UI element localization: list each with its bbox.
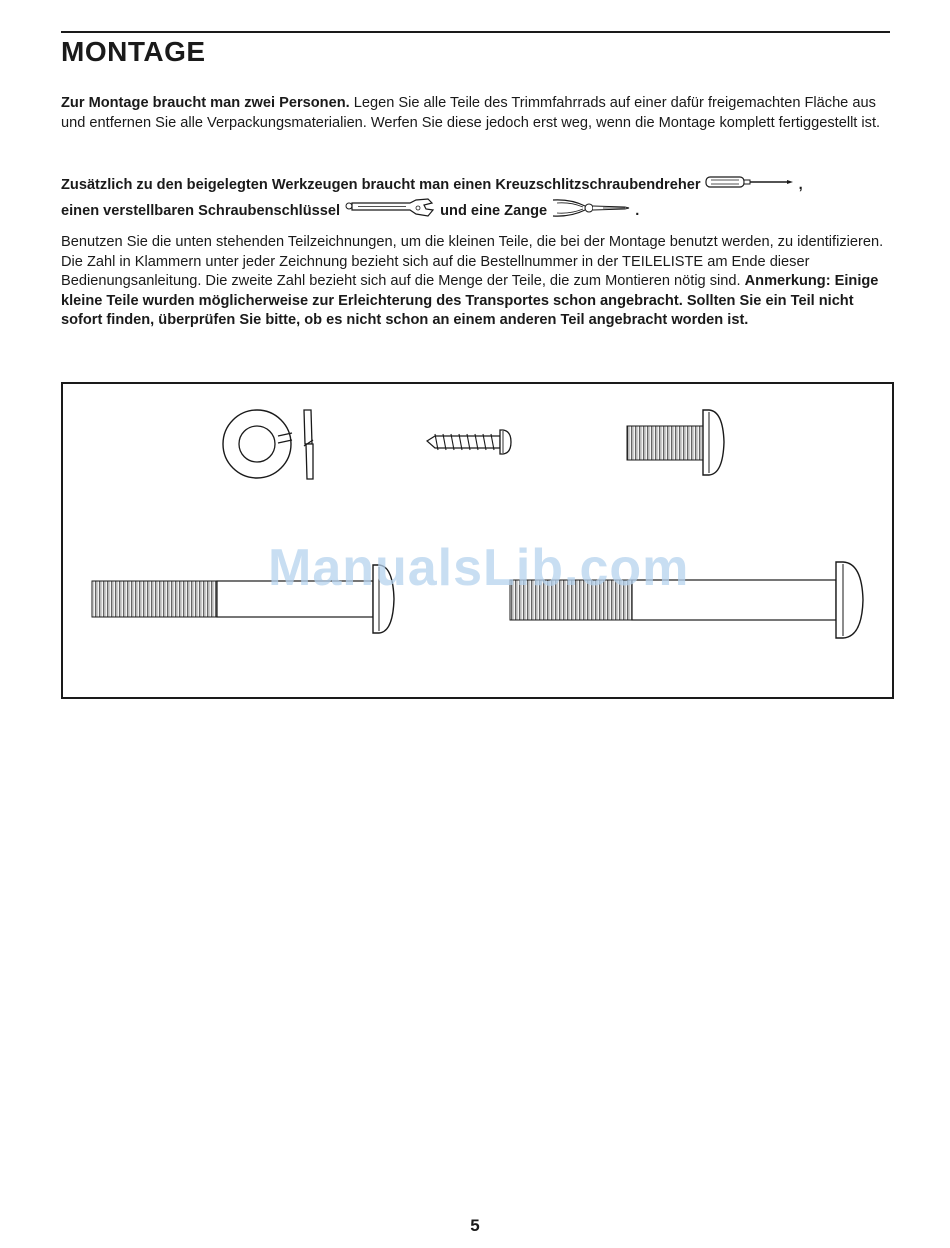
adjustable-wrench-icon — [344, 197, 436, 226]
tools-end: . — [631, 202, 640, 219]
tools-sep-1: , — [794, 177, 803, 194]
intro-paragraph — [61, 94, 886, 133]
parts-bold-note: Anmerkung: Einige kleine Teile wurden möglicherweise zur Erleichterung des Transportes schon angebracht. Sollten Sie ein Teil nicht sofort finden, überprüfen Sie bitte, ob es nicht schon an einem anderen Teil angebracht worden ist. — [61, 273, 879, 329]
screw-icon — [427, 430, 511, 454]
top-rule — [61, 31, 890, 33]
screwdriver-icon — [705, 174, 795, 197]
watermark: ManualsLib.com — [268, 539, 690, 597]
intro-text: Legen Sie alle Teile des Trimmfahrrads auf einer dafür freigemachten Fläche aus und entfernen Sie alle Verpackungsmaterialien. Werfen Sie diese jedoch erst weg, wenn die Montage komplett fertiggestellt ist. — [61, 95, 881, 131]
page-title: MONTAGE — [61, 36, 206, 67]
tools-paragraph — [61, 174, 886, 225]
tools-text-3: und eine Zange — [436, 202, 552, 219]
split-lock-washer-icon — [223, 410, 313, 479]
pliers-icon — [551, 197, 631, 226]
intro-bold-lead: Zur Montage braucht man zwei Personen. — [61, 95, 350, 111]
short-bolt-icon — [627, 410, 724, 475]
parts-text: Benutzen Sie die unten stehenden Teilzeichnungen, um die kleinen Teile, die bei der Montage benutzt werden, zu identifizieren. Die Zahl in Klammern unter jeder Zeichnung bezieht sich auf die Bestellnummer in der TEILELISTE am Ende dieser Bedienungsanleitung. Die zweite Zahl bezieht sich auf die Menge der Teile, die zum Montieren nötig sind. — [61, 234, 884, 290]
tools-text-2: einen verstellbaren Schraubenschlüssel — [61, 202, 345, 219]
tools-text-1: Zusätzlich zu den beigelegten Werkzeugen braucht man einen Kreuzschlitzschraubendreher — [61, 177, 705, 194]
parts-paragraph — [61, 233, 886, 331]
page-number: 5 — [470, 1216, 480, 1235]
